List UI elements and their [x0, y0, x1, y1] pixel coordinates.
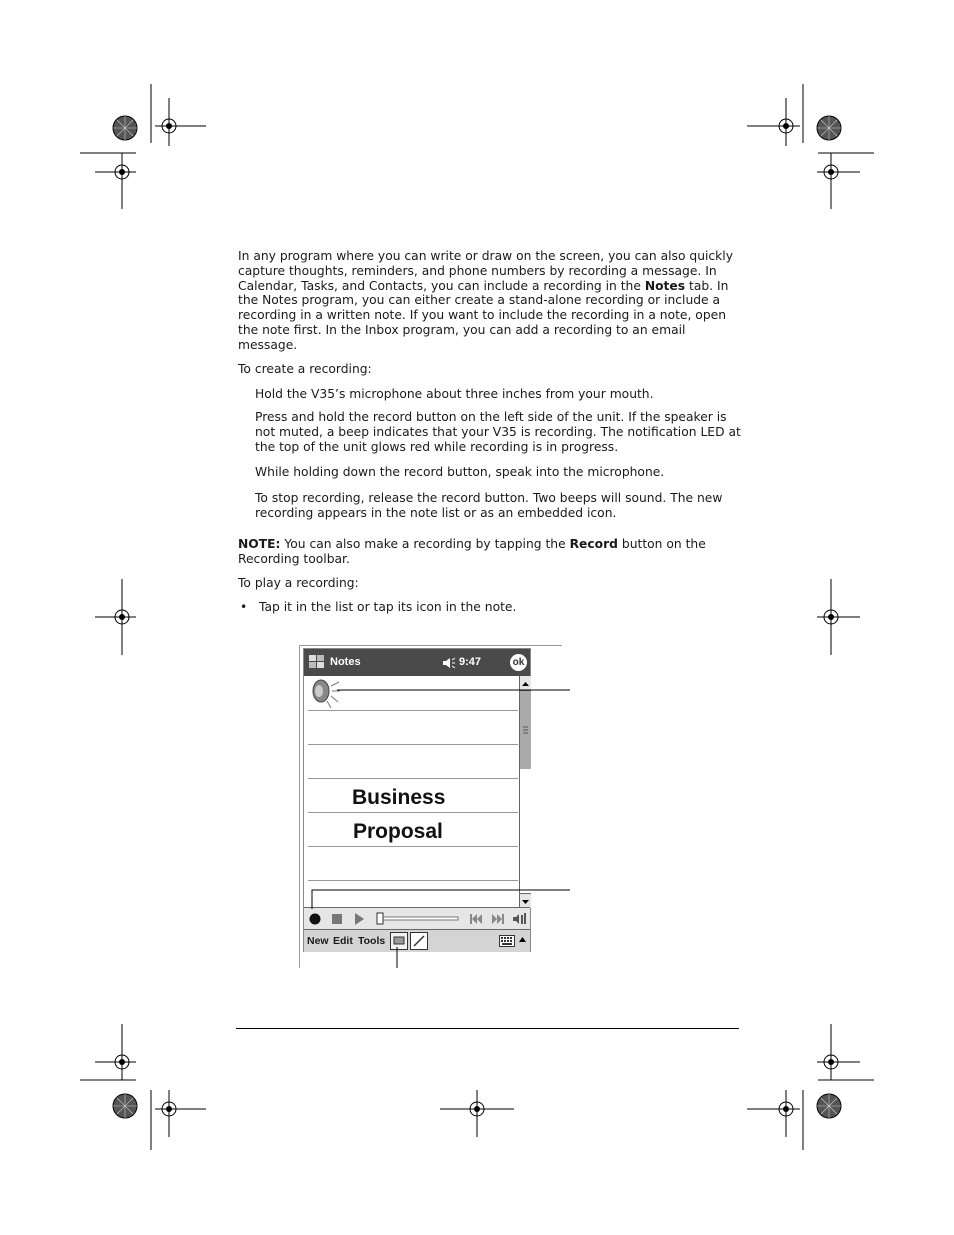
- intro-text-2: tab. In the Notes program, you can either create a stand-alone recording or include a recording in a written note. If you want to include the recording in a note, open the note first. In the Inbox program, you can add a recording to an email message.: [238, 278, 729, 352]
- ok-button[interactable]: ok: [510, 654, 527, 671]
- speaker-icon[interactable]: [442, 657, 456, 669]
- step-4: To stop recording, release the record button. Two beeps will sound. The new recording appears in the note list or as an embedded icon.: [255, 491, 723, 520]
- note-line-1: Business: [352, 786, 446, 809]
- step-2: Press and hold the record button on the left side of the unit. If the speaker is not muted, a beep indicates that your V35 is recording. The notification LED at the top of the unit glows red while recording is in progress.: [255, 410, 741, 454]
- intro-bold-notes: Notes: [644, 278, 686, 293]
- create-heading: To create a recording:: [238, 362, 372, 376]
- clock: 9:47: [459, 656, 482, 668]
- footer-rule: [236, 1028, 739, 1029]
- play-heading: To play a recording:: [238, 576, 359, 590]
- figure-frame-top: [299, 645, 562, 646]
- start-menu-icon[interactable]: [307, 652, 327, 672]
- step-1: Hold the V35’s microphone about three inches from your mouth.: [255, 387, 654, 401]
- intro-paragraph: [238, 249, 738, 353]
- app-title: Notes: [330, 656, 361, 668]
- bullet-symbol: •: [240, 600, 248, 614]
- title-bar: [304, 649, 530, 676]
- note-paragraph: [238, 537, 738, 567]
- note-text-2: button on the Recording toolbar.: [238, 537, 706, 566]
- note-bold-record: Record: [569, 537, 618, 551]
- menu-edit[interactable]: Edit: [333, 935, 353, 947]
- bullet-text: Tap it in the list or tap its icon in the note.: [259, 600, 517, 614]
- note-label: NOTE:: [238, 537, 281, 551]
- note-text-1: You can also make a recording by tapping the: [280, 537, 570, 551]
- menu-tools[interactable]: Tools: [358, 935, 386, 947]
- menu-new[interactable]: New: [307, 935, 329, 947]
- note-line-2: Proposal: [353, 820, 443, 843]
- intro-text-1: In any program where you can write or draw on the screen, you can also quickly capture thoughts, reminders, and phone numbers by recording a message. In Calendar, Tasks, and Contacts, you can include a recording in the: [238, 249, 733, 293]
- step-3: While holding down the record button, speak into the microphone.: [255, 465, 665, 479]
- callout-lines: [300, 680, 580, 970]
